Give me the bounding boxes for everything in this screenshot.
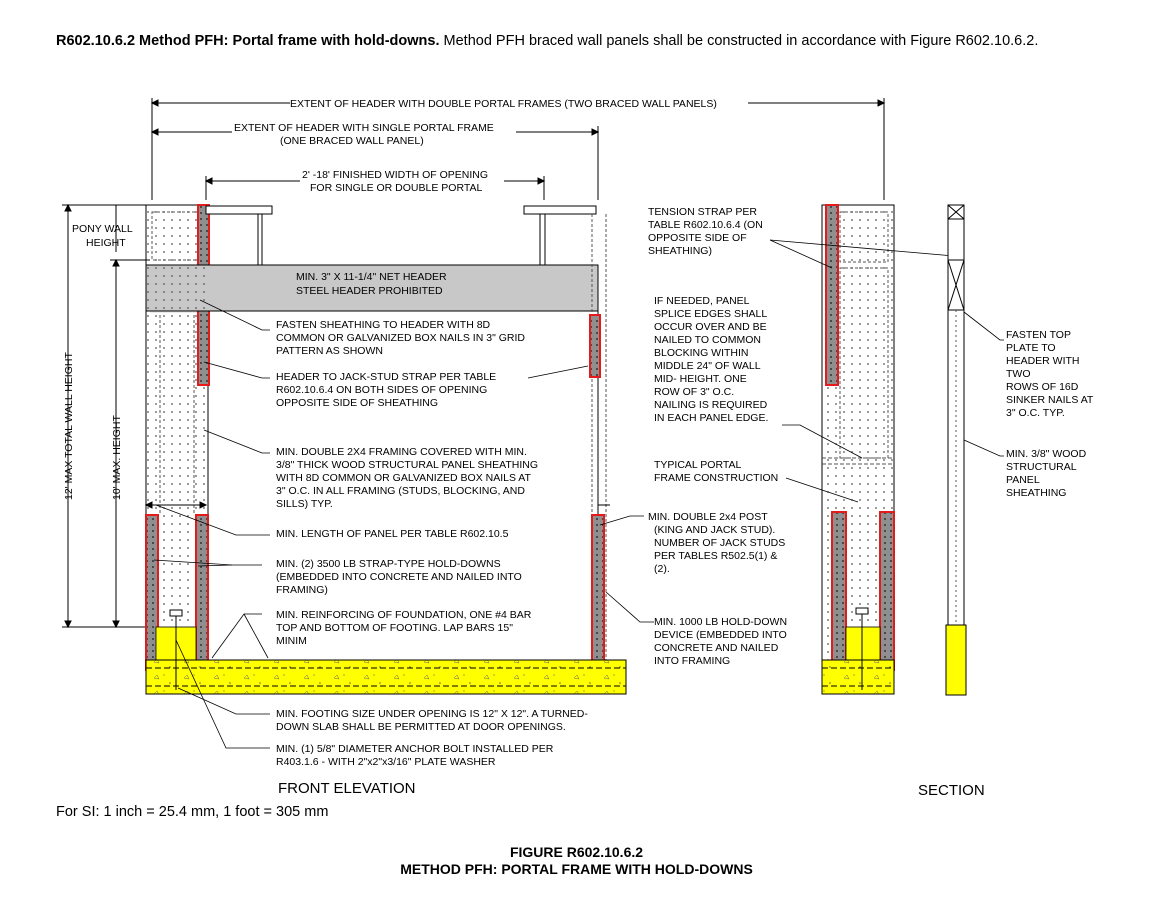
post-label-2: (KING AND JACK STUD). — [654, 524, 776, 536]
splice-label-4: NAILED TO COMMON — [654, 334, 761, 346]
typical-label-2: FRAME CONSTRUCTION — [654, 472, 779, 484]
splice-label-9: NAILING IS REQUIRED — [654, 399, 768, 411]
strap-label-3: OPPOSITE SIDE OF SHEATHING — [276, 397, 438, 409]
post-label-3: NUMBER OF JACK STUDS — [654, 537, 786, 549]
si-conversion-note: For SI: 1 inch = 25.4 mm, 1 foot = 305 mm — [56, 804, 329, 820]
splice-label-8: ROW OF 3" O.C. — [654, 386, 735, 398]
figure-number: FIGURE R602.10.6.2 — [509, 844, 644, 860]
reinf-label-2: TOP AND BOTTOM OF FOOTING. LAP BARS 15" — [276, 622, 513, 634]
framing-label-1: MIN. DOUBLE 2X4 FRAMING COVERED WITH MIN. — [276, 446, 527, 458]
sheath-label-2: STRUCTURAL — [1006, 461, 1077, 473]
top-plate-left — [206, 206, 272, 214]
typical-label-1: TYPICAL PORTAL — [654, 459, 742, 471]
reinf-label-1: MIN. REINFORCING OF FOUNDATION, ONE #4 BAR — [276, 609, 532, 621]
sheath-label-3: PANEL — [1006, 474, 1040, 486]
splice-label-5: BLOCKING WITHIN — [654, 347, 749, 359]
sheath-label-4: SHEATHING — [1006, 487, 1067, 499]
opening-label-2: FOR SINGLE OR DOUBLE PORTAL — [310, 182, 483, 194]
top-label-7: 3" O.C. TYP. — [1006, 407, 1065, 419]
strap-label-1: HEADER TO JACK-STUD STRAP PER TABLE — [276, 371, 497, 383]
extent-single-label-2: (ONE BRACED WALL PANEL) — [280, 135, 424, 147]
panel-length-label: MIN. LENGTH OF PANEL PER TABLE R602.10.5 — [276, 528, 509, 540]
left-holddown-inner — [196, 515, 208, 670]
post-label-1: MIN. DOUBLE 2x4 POST — [648, 511, 768, 523]
top-label-6: SINKER NAILS AT — [1006, 394, 1094, 406]
top-label-5: ROWS OF 16D — [1006, 381, 1079, 393]
section-panel-view — [822, 205, 894, 694]
header-label-1: MIN. 3" X 11-1/4" NET HEADER — [296, 271, 447, 283]
hd1000-label-2: DEVICE (EMBEDDED INTO — [654, 629, 787, 641]
height-dimensions — [62, 205, 150, 627]
strap-label-2: R602.10.6.4 ON BOTH SIDES OF OPENING — [276, 384, 488, 396]
splice-label-7: MID- HEIGHT. ONE — [654, 373, 747, 385]
total-height-label: 12' MAX TOTAL WALL HEIGHT — [63, 352, 75, 500]
pony-label-2: HEIGHT — [86, 237, 126, 249]
framing-label-2: 3/8" THICK WOOD STRUCTURAL PANEL SHEATHING — [276, 459, 538, 471]
figure-title: METHOD PFH: PORTAL FRAME WITH HOLD-DOWNS — [400, 861, 753, 877]
top-label-1: FASTEN TOP — [1006, 329, 1071, 341]
section-title: SECTION — [918, 782, 985, 799]
reinf-label-3: MINIM — [276, 635, 307, 647]
framing-label-5: SILLS) TYP. — [276, 498, 333, 510]
holddown-label-1: MIN. (2) 3500 LB STRAP-TYPE HOLD-DOWNS — [276, 558, 501, 570]
tension-label-3: OPPOSITE SIDE OF — [648, 232, 747, 244]
extent-double-label: EXTENT OF HEADER WITH DOUBLE PORTAL FRAMES (TWO BRACED WALL PANELS) — [290, 98, 717, 110]
anchor-label-1: MIN. (1) 5/8" DIAMETER ANCHOR BOLT INSTALLED PER — [276, 743, 554, 755]
intro-heading: R602.10.6.2 Method PFH: Portal frame with hold-downs. — [56, 33, 440, 49]
footing-label-2: DOWN SLAB SHALL BE PERMITTED AT DOOR OPENINGS. — [276, 721, 566, 733]
hd1000-label-1: MIN. 1000 LB HOLD-DOWN — [654, 616, 788, 628]
right-holddown — [592, 515, 604, 670]
intro-body: Method PFH braced wall panels shall be constructed in accordance with Figure R602.10.6.2. — [439, 33, 1039, 49]
max-height-label: 10' MAX. HEIGHT — [111, 415, 123, 500]
holddown-label-2: (EMBEDDED INTO CONCRETE AND NAILED INTO — [276, 571, 522, 583]
top-label-2: PLATE TO — [1006, 342, 1056, 354]
splice-label-1: IF NEEDED, PANEL — [654, 295, 750, 307]
hd1000-label-4: INTO FRAMING — [654, 655, 731, 667]
fasten-label-2: COMMON OR GALVANIZED BOX NAILS IN 3" GRID — [276, 332, 525, 344]
tension-label-4: SHEATHING) — [648, 245, 712, 257]
section-profile — [946, 205, 966, 695]
framing-label-3: WITH 8D COMMON OR GALVANIZED BOX NAILS AT — [276, 472, 531, 484]
framing-label-4: 3" O.C. IN ALL FRAMING (STUDS, BLOCKING, AND — [276, 485, 525, 497]
fasten-label-3: PATTERN AS SHOWN — [276, 345, 383, 357]
splice-label-3: OCCUR OVER AND BE — [654, 321, 767, 333]
holddown-label-3: FRAMING) — [276, 584, 328, 596]
sheath-label-1: MIN. 3/8" WOOD — [1006, 448, 1087, 460]
top-plate-right — [524, 206, 596, 214]
splice-label-6: MIDDLE 24" OF WALL — [654, 360, 761, 372]
opening-label-1: 2' -18' FINISHED WIDTH OF OPENING — [302, 169, 489, 181]
top-label-3: HEADER WITH — [1006, 355, 1080, 367]
header-label-2: STEEL HEADER PROHIBITED — [296, 285, 443, 297]
footing-label-1: MIN. FOOTING SIZE UNDER OPENING IS 12" X 12". A TURNED- — [276, 708, 588, 720]
anchor-label-2: R403.1.6 - WITH 2"x2"x3/16" PLATE WASHER — [276, 756, 496, 768]
splice-label-10: IN EACH PANEL EDGE. — [654, 412, 769, 424]
fasten-label-1: FASTEN SHEATHING TO HEADER WITH 8D — [276, 319, 491, 331]
extent-double-dimension — [152, 98, 884, 200]
right-jack-strap — [590, 315, 600, 377]
post-label-5: (2). — [654, 563, 670, 575]
top-label-4: TWO — [1006, 368, 1031, 380]
hd1000-label-3: CONCRETE AND NAILED — [654, 642, 779, 654]
tension-label-2: TABLE R602.10.6.4 (ON — [648, 219, 763, 231]
tension-label-1: TENSION STRAP PER — [648, 206, 757, 218]
front-elevation-title: FRONT ELEVATION — [278, 780, 416, 797]
post-label-4: PER TABLES R502.5(1) & — [654, 550, 778, 562]
pony-label-1: PONY WALL — [72, 223, 133, 235]
extent-single-label-1: EXTENT OF HEADER WITH SINGLE PORTAL FRAME — [234, 122, 494, 134]
splice-label-2: SPLICE EDGES SHALL — [654, 308, 768, 320]
